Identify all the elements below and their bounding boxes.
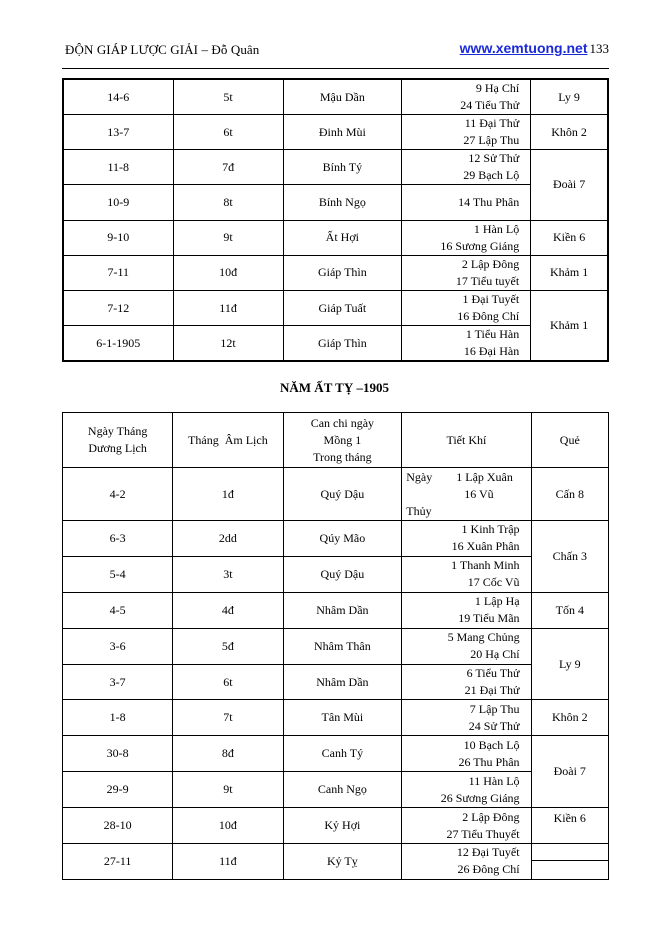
duong-lich-cell: 29-9 [63, 772, 173, 808]
am-lich-cell: 7t [173, 700, 283, 736]
can-chi-cell: Giáp Thìn [283, 326, 402, 362]
am-lich-cell: 10đ [173, 808, 283, 844]
am-lich-cell: 9t [173, 772, 283, 808]
can-chi-cell: Ất Hợi [283, 220, 402, 255]
tiet-khi-cell [402, 150, 531, 185]
tiet-khi-line: 16 Đông Chí [457, 309, 520, 324]
am-lich-cell: 6t [173, 115, 283, 150]
tiet-khi-cell [402, 808, 531, 844]
tiet-khi-cell [402, 220, 531, 255]
can-chi-cell: Nhâm Dần [283, 592, 402, 628]
header-que: Quẻ [531, 413, 608, 468]
can-chi-cell: Giáp Tuất [283, 290, 402, 325]
tiet-khi-cell [402, 628, 531, 664]
tiet-khi-line: 26 Đông Chí [457, 862, 520, 877]
duong-lich-cell: 14-6 [63, 79, 173, 115]
que-cell: Kiền 6 [531, 220, 608, 255]
am-lich-cell: 1đ [173, 468, 283, 521]
can-chi-cell: Kỷ Tỵ [283, 844, 402, 880]
table-row [63, 220, 608, 255]
tiet-khi-line: 20 Hạ Chí [470, 647, 520, 662]
can-chi-cell: Nhâm Thân [283, 628, 402, 664]
tiet-khi-cell [402, 664, 531, 700]
que-cell: Chấn 3 [531, 521, 608, 593]
duong-lich-cell: 5-4 [63, 556, 173, 592]
tiet-khi-line: 5 Mang Chủng [447, 630, 520, 645]
am-lich-cell: 11đ [173, 844, 283, 880]
header-line: Can chi ngày [310, 415, 375, 430]
tiet-khi-cell [402, 468, 531, 521]
tiet-khi-line: 7 Lập Thu [469, 701, 520, 716]
duong-lich-cell: 4-5 [63, 592, 173, 628]
tiet-khi-line: 9 Hạ Chí [475, 81, 520, 95]
tiet-khi-line: 24 Sử Thử [468, 718, 520, 733]
duong-lich-cell: 7-12 [63, 290, 173, 325]
que-cell: Khôn 2 [531, 700, 608, 736]
am-lich-cell: 10đ [173, 255, 283, 290]
am-lich-cell: 11đ [173, 290, 283, 325]
header-rule [62, 68, 609, 69]
tiet-khi-line: 21 Đại Thử [464, 683, 520, 697]
table-row [63, 326, 608, 362]
table-row [63, 700, 609, 736]
header-am-lich: Tháng Âm Lịch [173, 413, 283, 468]
tiet-khi-line: 29 Bạch Lộ [463, 168, 520, 183]
duong-lich-cell: 7-11 [63, 255, 173, 290]
table-row [63, 628, 609, 664]
tiet-khi-box [402, 469, 530, 520]
am-lich-cell: 8đ [173, 736, 283, 772]
can-chi-cell: Bính Ngọ [283, 185, 402, 220]
tiet-khi-line: 26 Thu Phân [458, 754, 520, 769]
website-link[interactable]: www.xemtuong.net [459, 40, 588, 56]
header-duong-lich [63, 413, 173, 468]
calendar-table-1904 [62, 78, 609, 362]
duong-lich-cell: 30-8 [63, 736, 173, 772]
tiet-khi-line: 14 Thu Phân [458, 194, 520, 209]
can-chi-cell: Canh Ngọ [283, 772, 402, 808]
am-lich-cell: 8t [173, 185, 283, 220]
tiet-khi-cell [402, 79, 531, 115]
tiet-khi-line: 11 Hàn Lộ [468, 773, 520, 788]
tiet-khi-line: 12 Đại Tuyết [456, 845, 520, 860]
tiet-khi-cell [402, 326, 531, 362]
table-row [63, 290, 608, 325]
can-chi-cell: Canh Tý [283, 736, 402, 772]
tiet-khi-line: 17 Cốc Vũ [467, 575, 520, 590]
tiet-khi-line: 1 Lập Xuân [456, 469, 513, 484]
table-row [63, 79, 608, 115]
can-chi-cell: Tân Mùi [283, 700, 402, 736]
duong-lich-cell: 6-1-1905 [63, 326, 173, 362]
tiet-khi-ngay: Ngày [406, 469, 433, 484]
header-line: Mồng 1 [323, 432, 362, 447]
duong-lich-cell: 10-9 [63, 185, 173, 220]
tiet-khi-line: 1 Tiểu Hàn [465, 327, 520, 342]
am-lich-cell: 4đ [173, 592, 283, 628]
table-row [63, 772, 609, 808]
tiet-khi-line: 16 Xuân Phân [451, 539, 520, 554]
table-row [63, 556, 609, 592]
que-cell: Tốn 4 [531, 592, 608, 628]
am-lich-cell: 9t [173, 220, 283, 255]
duong-lich-cell: 6-3 [63, 521, 173, 557]
can-chi-cell: Bính Tý [283, 150, 402, 185]
que-cell: Cấn 8 [531, 468, 608, 521]
tiet-khi-line: 1 Thanh Minh [451, 558, 520, 573]
tiet-khi-cell [402, 592, 531, 628]
tiet-khi-line: 2 Lập Đông [461, 256, 520, 271]
duong-lich-cell: 4-2 [63, 468, 173, 521]
am-lich-cell: 7đ [173, 150, 283, 185]
table-row [63, 736, 609, 772]
am-lich-cell: 2dd [173, 521, 283, 557]
am-lich-cell: 5t [173, 79, 283, 115]
can-chi-cell: Qúy Mão [283, 521, 402, 557]
tiet-khi-line: 19 Tiểu Mãn [458, 611, 520, 626]
que-cell: Kiền 6 [531, 808, 608, 844]
table-row [63, 664, 609, 700]
am-lich-cell: 12t [173, 326, 283, 362]
am-lich-cell: 5đ [173, 628, 283, 664]
que-cell: Khảm 1 [531, 290, 608, 361]
duong-lich-cell: 9-10 [63, 220, 173, 255]
tiet-khi-thuy: Thủy [406, 503, 432, 518]
table-row [63, 115, 608, 150]
tiet-khi-cell [402, 844, 531, 880]
que-cell-empty [531, 844, 608, 880]
am-lich-cell: 6t [173, 664, 283, 700]
can-chi-cell: Giáp Thìn [283, 255, 402, 290]
table-row [63, 255, 608, 290]
tiet-khi-line: 6 Tiểu Thử [466, 666, 520, 680]
table-row [63, 468, 609, 521]
can-chi-cell: Mậu Dần [283, 79, 402, 115]
header-row [63, 413, 609, 468]
tiet-khi-cell [402, 556, 531, 592]
tiet-khi-line: 16 Sương Giáng [440, 238, 520, 253]
duong-lich-cell: 3-7 [63, 664, 173, 700]
tiet-khi-line: 1 Kinh Trập [461, 522, 520, 537]
header-can-chi [283, 413, 402, 468]
tiet-khi-line: 16 Đại Hàn [463, 344, 520, 359]
tiet-khi-cell [402, 115, 531, 150]
table-row [63, 808, 609, 844]
duong-lich-cell: 1-8 [63, 700, 173, 736]
que-cell: Ly 9 [531, 628, 608, 700]
tiet-khi-cell [402, 185, 531, 220]
can-chi-cell: Kỷ Hợi [283, 808, 402, 844]
tiet-khi-line: 1 Lập Hạ [474, 594, 520, 609]
tiet-khi-line: 12 Sử Thử [468, 151, 520, 166]
tiet-khi-line: 17 Tiểu tuyết [455, 273, 520, 288]
table-row [63, 150, 608, 185]
table-row [63, 592, 609, 628]
calendar-table-1905 [62, 412, 609, 880]
tiet-khi-line: 10 Bạch Lộ [463, 737, 520, 752]
que-cell: Ly 9 [531, 79, 608, 115]
que-cell: Đoài 7 [531, 736, 608, 808]
header-line: Dương Lịch [88, 441, 147, 455]
que-cell: Khôn 2 [531, 115, 608, 150]
tiet-khi-line: 2 Lập Đông [462, 809, 520, 824]
tiet-khi-line: 1 Hàn Lộ [473, 221, 520, 236]
tiet-khi-line: 27 Lập Thu [463, 133, 520, 148]
header-tiet-khi: Tiết Khí [402, 413, 531, 468]
tiet-khi-line: 1 Đại Tuyết [462, 292, 520, 307]
tiet-khi-line: 24 Tiểu Thử [460, 98, 520, 112]
section-title: NĂM ẤT TỴ –1905 [280, 380, 389, 395]
table-row [63, 844, 609, 880]
header-line: Ngày Tháng [87, 424, 148, 438]
tiet-khi-cell [402, 736, 531, 772]
que-cell: Khảm 1 [531, 255, 608, 290]
tiet-khi-cell [402, 290, 531, 325]
can-chi-cell: Nhâm Dần [283, 664, 402, 700]
tiet-khi-line: 26 Sương Giáng [440, 790, 520, 805]
tiet-khi-line: 27 Tiểu Thuyết [446, 826, 520, 841]
tiet-khi-line: 11 Đại Thử [464, 116, 520, 131]
que-divider [532, 860, 608, 861]
table-row [63, 185, 608, 220]
duong-lich-cell: 3-6 [63, 628, 173, 664]
can-chi-cell: Quý Dậu [283, 556, 402, 592]
tiet-khi-cell [402, 772, 531, 808]
book-title: ĐỘN GIÁP LƯỢC GIẢI – Đỗ Quân [65, 42, 260, 57]
tiet-khi-cell [402, 521, 531, 557]
table-row [63, 521, 609, 557]
tiet-khi-line: 16 Vũ [464, 486, 494, 501]
tiet-khi-cell [402, 700, 531, 736]
page-number: 133 [589, 41, 609, 56]
duong-lich-cell: 11-8 [63, 150, 173, 185]
can-chi-cell: Quý Dậu [283, 468, 402, 521]
can-chi-cell: Đinh Mùi [283, 115, 402, 150]
duong-lich-cell: 13-7 [63, 115, 173, 150]
header-line: Trong tháng [313, 449, 372, 464]
header-right [460, 40, 609, 57]
duong-lich-cell: 27-11 [63, 844, 173, 880]
tiet-khi-cell [402, 255, 531, 290]
duong-lich-cell: 28-10 [63, 808, 173, 844]
am-lich-cell: 3t [173, 556, 283, 592]
que-cell: Đoài 7 [531, 150, 608, 220]
